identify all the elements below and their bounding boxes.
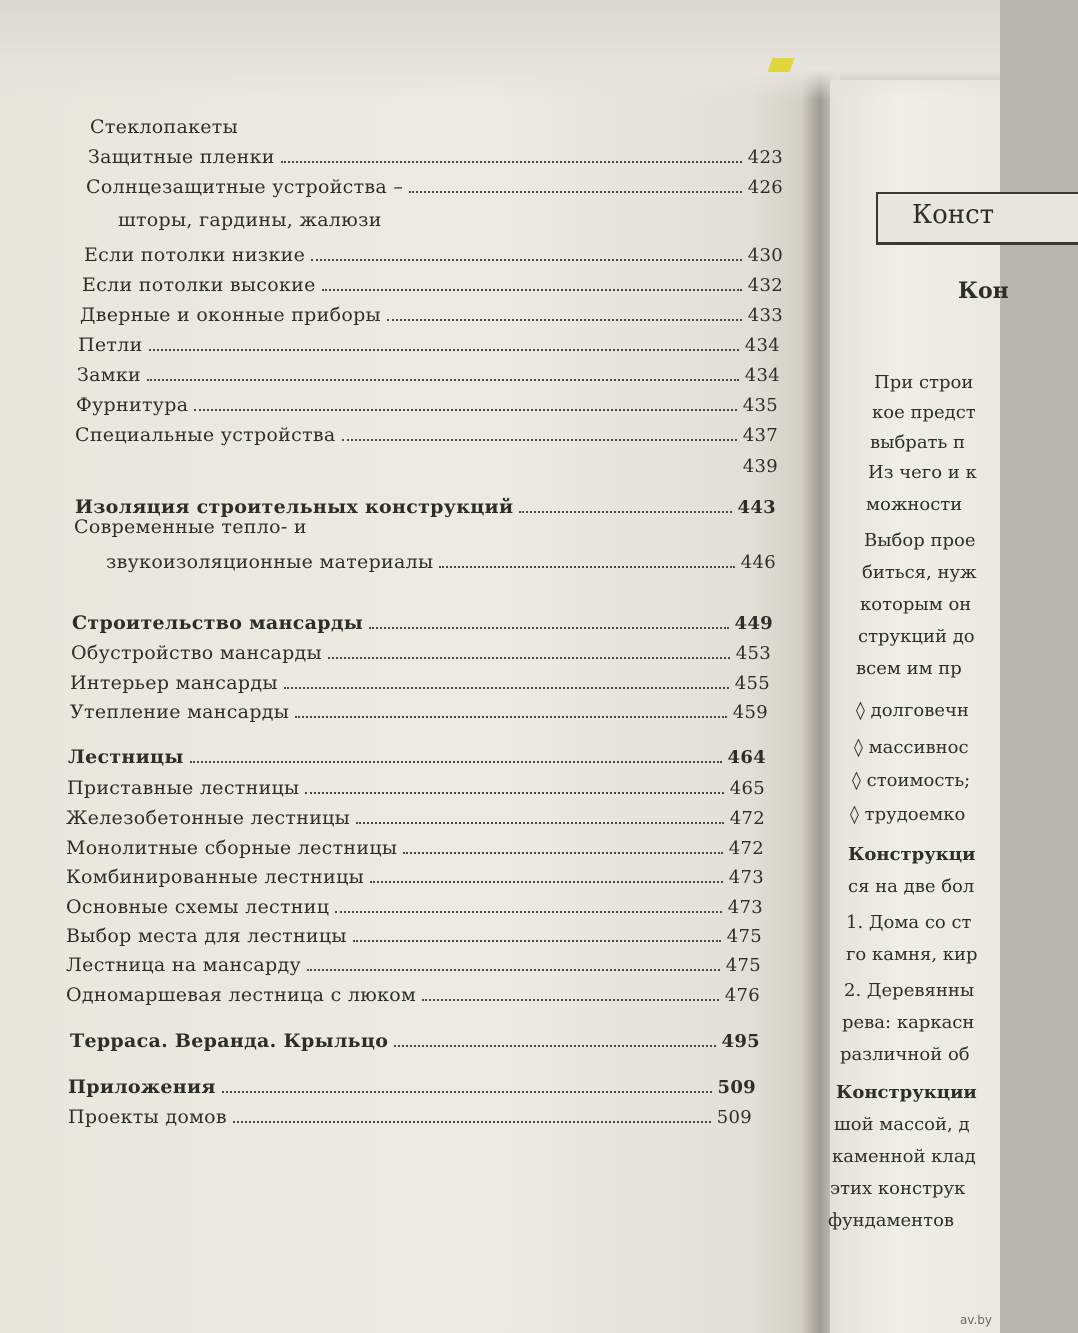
toc-entry: [720, 452, 778, 482]
toc-entry: [84, 240, 783, 270]
right-page-line: струкций до: [858, 626, 975, 647]
toc-entry-page: 433: [747, 305, 783, 326]
right-page-line: этих конструк: [830, 1178, 966, 1199]
right-page-line: 2. Деревянны: [844, 980, 975, 1001]
toc-dot-leader: [305, 791, 723, 794]
toc-entry: [66, 892, 763, 922]
toc-entry-page: 472: [728, 838, 764, 859]
toc-entry-title: Фурнитура: [76, 394, 189, 416]
toc-entry: [78, 330, 780, 360]
toc-entry-title: Защитные пленки: [88, 146, 275, 168]
right-page-subheading: Кон: [958, 278, 1009, 304]
toc-entry-page: 509: [717, 1077, 756, 1098]
right-page-line: Конструкции: [836, 1082, 977, 1103]
toc-entry-page: 475: [725, 955, 761, 976]
right-page-line: кое предст: [872, 402, 976, 423]
right-page-line: При строи: [874, 372, 974, 393]
right-page-line: шой массой, д: [834, 1114, 970, 1135]
toc-entry-page: 423: [747, 147, 783, 168]
toc-entry-page: 434: [744, 365, 780, 386]
toc-entry-page: 426: [747, 177, 783, 198]
toc-entry: [66, 833, 764, 863]
toc-entry-title: Интерьер мансарды: [70, 672, 278, 694]
toc-entry: [66, 950, 761, 980]
toc-entry-title: Приложения: [68, 1076, 216, 1098]
toc-entry: [67, 773, 765, 803]
toc-entry: [71, 638, 771, 668]
toc-entry: [82, 270, 783, 300]
right-page-line: каменной клад: [832, 1146, 976, 1167]
toc-entry-page: 453: [735, 643, 771, 664]
toc-dot-leader: [147, 378, 739, 381]
toc-entry-title: Если потолки низкие: [84, 244, 306, 266]
toc-entry: [106, 547, 776, 577]
toc-entry-title: Терраса. Веранда. Крыльцо: [70, 1030, 389, 1052]
toc-entry-title: шторы, гардины, жалюзи: [118, 209, 382, 231]
toc-entry: [77, 360, 780, 390]
toc-entry-title: Комбинированные лестницы: [66, 866, 365, 888]
toc-entry-title: Лестница на мансарду: [66, 954, 301, 976]
right-page-line: ◊ трудоемко: [850, 804, 966, 825]
toc-entry: [72, 608, 773, 638]
toc-entry-title: Современные тепло- и: [74, 516, 307, 538]
toc-dot-leader: [233, 1120, 711, 1123]
toc-entry-title: Специальные устройства: [75, 424, 336, 446]
toc-entry-page: 473: [728, 867, 764, 888]
toc-dot-leader: [394, 1044, 715, 1047]
toc-dot-leader: [439, 565, 734, 568]
toc-entry-page: 439: [742, 456, 778, 477]
right-page-line: всем им пр: [856, 658, 962, 679]
toc-entry-page: 509: [716, 1107, 752, 1128]
toc-entry: [75, 420, 778, 450]
toc-entry-title: Проекты домов: [68, 1106, 227, 1128]
right-page-heading: Конст: [912, 200, 995, 230]
toc-entry: [74, 512, 776, 542]
toc-dot-leader: [369, 626, 728, 629]
toc-dot-leader: [322, 288, 742, 291]
toc-entry-title: звукоизоляционные материалы: [106, 551, 434, 573]
right-page-line: 1. Дома со ст: [846, 912, 972, 933]
toc-entry: [70, 668, 770, 698]
right-page-line: ◊ стоимость;: [852, 770, 971, 791]
right-page-line: ◊ долговечн: [856, 700, 969, 721]
toc-entry-title: Солнцезащитные устройства –: [86, 176, 404, 198]
toc-entry-page: 434: [744, 335, 780, 356]
toc-entry-title: Стеклопакеты: [90, 116, 239, 138]
toc-entry-page: 449: [734, 613, 773, 634]
right-page-line: которым он: [860, 594, 972, 615]
toc-entry-page: 475: [726, 926, 762, 947]
toc-dot-leader: [356, 821, 724, 824]
toc-entry: [66, 980, 760, 1010]
right-page-line: го камня, кир: [846, 944, 978, 965]
toc-dot-leader: [328, 656, 730, 659]
toc-entry: [68, 742, 766, 772]
toc-entry-title: Железобетонные лестницы: [66, 807, 351, 829]
toc-dot-leader: [311, 258, 742, 261]
right-page-line: рева: каркасн: [842, 1012, 975, 1033]
toc-dot-leader: [387, 318, 742, 321]
toc-entry: [76, 390, 778, 420]
toc-entry: [70, 1026, 760, 1056]
toc-entry-title: Лестницы: [68, 746, 184, 768]
right-page-line: различной об: [840, 1044, 970, 1065]
toc-dot-leader: [222, 1090, 712, 1093]
right-page-line: фундаментов: [828, 1210, 955, 1231]
toc-dot-leader: [307, 968, 720, 971]
toc-entry-title: Если потолки высокие: [82, 274, 316, 296]
toc-entry-title: Изоляция строительных конструкций: [75, 496, 514, 518]
toc-entry-title: Приставные лестницы: [67, 777, 300, 799]
toc-dot-leader: [403, 851, 722, 854]
right-page-line: можности: [866, 494, 963, 515]
toc-dot-leader: [422, 998, 719, 1001]
toc-dot-leader: [281, 160, 742, 163]
toc-entry-page: 465: [729, 778, 765, 799]
watermark: av.by: [959, 1313, 992, 1327]
toc-dot-leader: [370, 880, 723, 883]
toc-entry: [86, 172, 783, 202]
toc-dot-leader: [409, 190, 742, 193]
toc-entry-title: Одномаршевая лестница с люком: [66, 984, 417, 1006]
toc-entry-title: Выбор места для лестницы: [66, 925, 347, 947]
toc-entry: [66, 803, 765, 833]
toc-entry: [118, 205, 783, 235]
toc-entry: [68, 1072, 756, 1102]
toc-entry: [66, 921, 762, 951]
toc-entry-page: 473: [727, 897, 763, 918]
toc-dot-leader: [284, 686, 729, 689]
toc-entry-page: 455: [734, 673, 770, 694]
toc-dot-leader: [342, 438, 737, 441]
toc-dot-leader: [190, 760, 722, 763]
toc-entry-page: 495: [721, 1031, 760, 1052]
toc-entry: [70, 697, 768, 727]
right-page-line: ся на две бол: [848, 876, 975, 897]
right-page-line: ◊ массивнос: [854, 737, 969, 758]
toc-entry-title: Обустройство мансарды: [71, 642, 322, 664]
toc-dot-leader: [295, 715, 727, 718]
toc-entry-page: 437: [742, 425, 778, 446]
toc-entry-title: Дверные и оконные приборы: [80, 304, 381, 326]
toc-entry-title: Утепление мансарды: [70, 701, 290, 723]
toc-entry-page: 476: [724, 985, 760, 1006]
toc-entry-title: Основные схемы лестниц: [66, 896, 330, 918]
toc-entry-page: 472: [729, 808, 765, 829]
toc-entry-page: 430: [747, 245, 783, 266]
right-page-line: Из чего и к: [868, 462, 977, 483]
toc-dot-leader: [149, 348, 739, 351]
toc-entry: [90, 112, 770, 142]
toc-entry-page: 443: [737, 497, 776, 518]
toc-entry-title: Монолитные сборные лестницы: [66, 837, 398, 859]
toc-entry-title: Замки: [77, 364, 141, 386]
toc-entry-page: 459: [732, 702, 768, 723]
toc-entry: [66, 862, 764, 892]
toc-dot-leader: [194, 408, 736, 411]
right-page-line: Выбор прое: [864, 530, 976, 551]
toc-dot-leader: [353, 939, 721, 942]
toc-dot-leader: [335, 910, 721, 913]
toc-entry: [68, 1102, 752, 1132]
toc-entry: [88, 142, 783, 172]
right-page-line: Конструкци: [848, 844, 976, 865]
toc-entry-page: 432: [747, 275, 783, 296]
toc-entry-title: Строительство мансарды: [72, 612, 364, 634]
toc-entry: [80, 300, 783, 330]
toc-entry-page: 435: [742, 395, 778, 416]
right-page-line: выбрать п: [870, 432, 966, 453]
toc-entry-page: 446: [740, 552, 776, 573]
toc-entry-page: 464: [727, 747, 766, 768]
toc-entry-title: Петли: [78, 334, 143, 356]
right-page-line: биться, нуж: [862, 562, 977, 583]
